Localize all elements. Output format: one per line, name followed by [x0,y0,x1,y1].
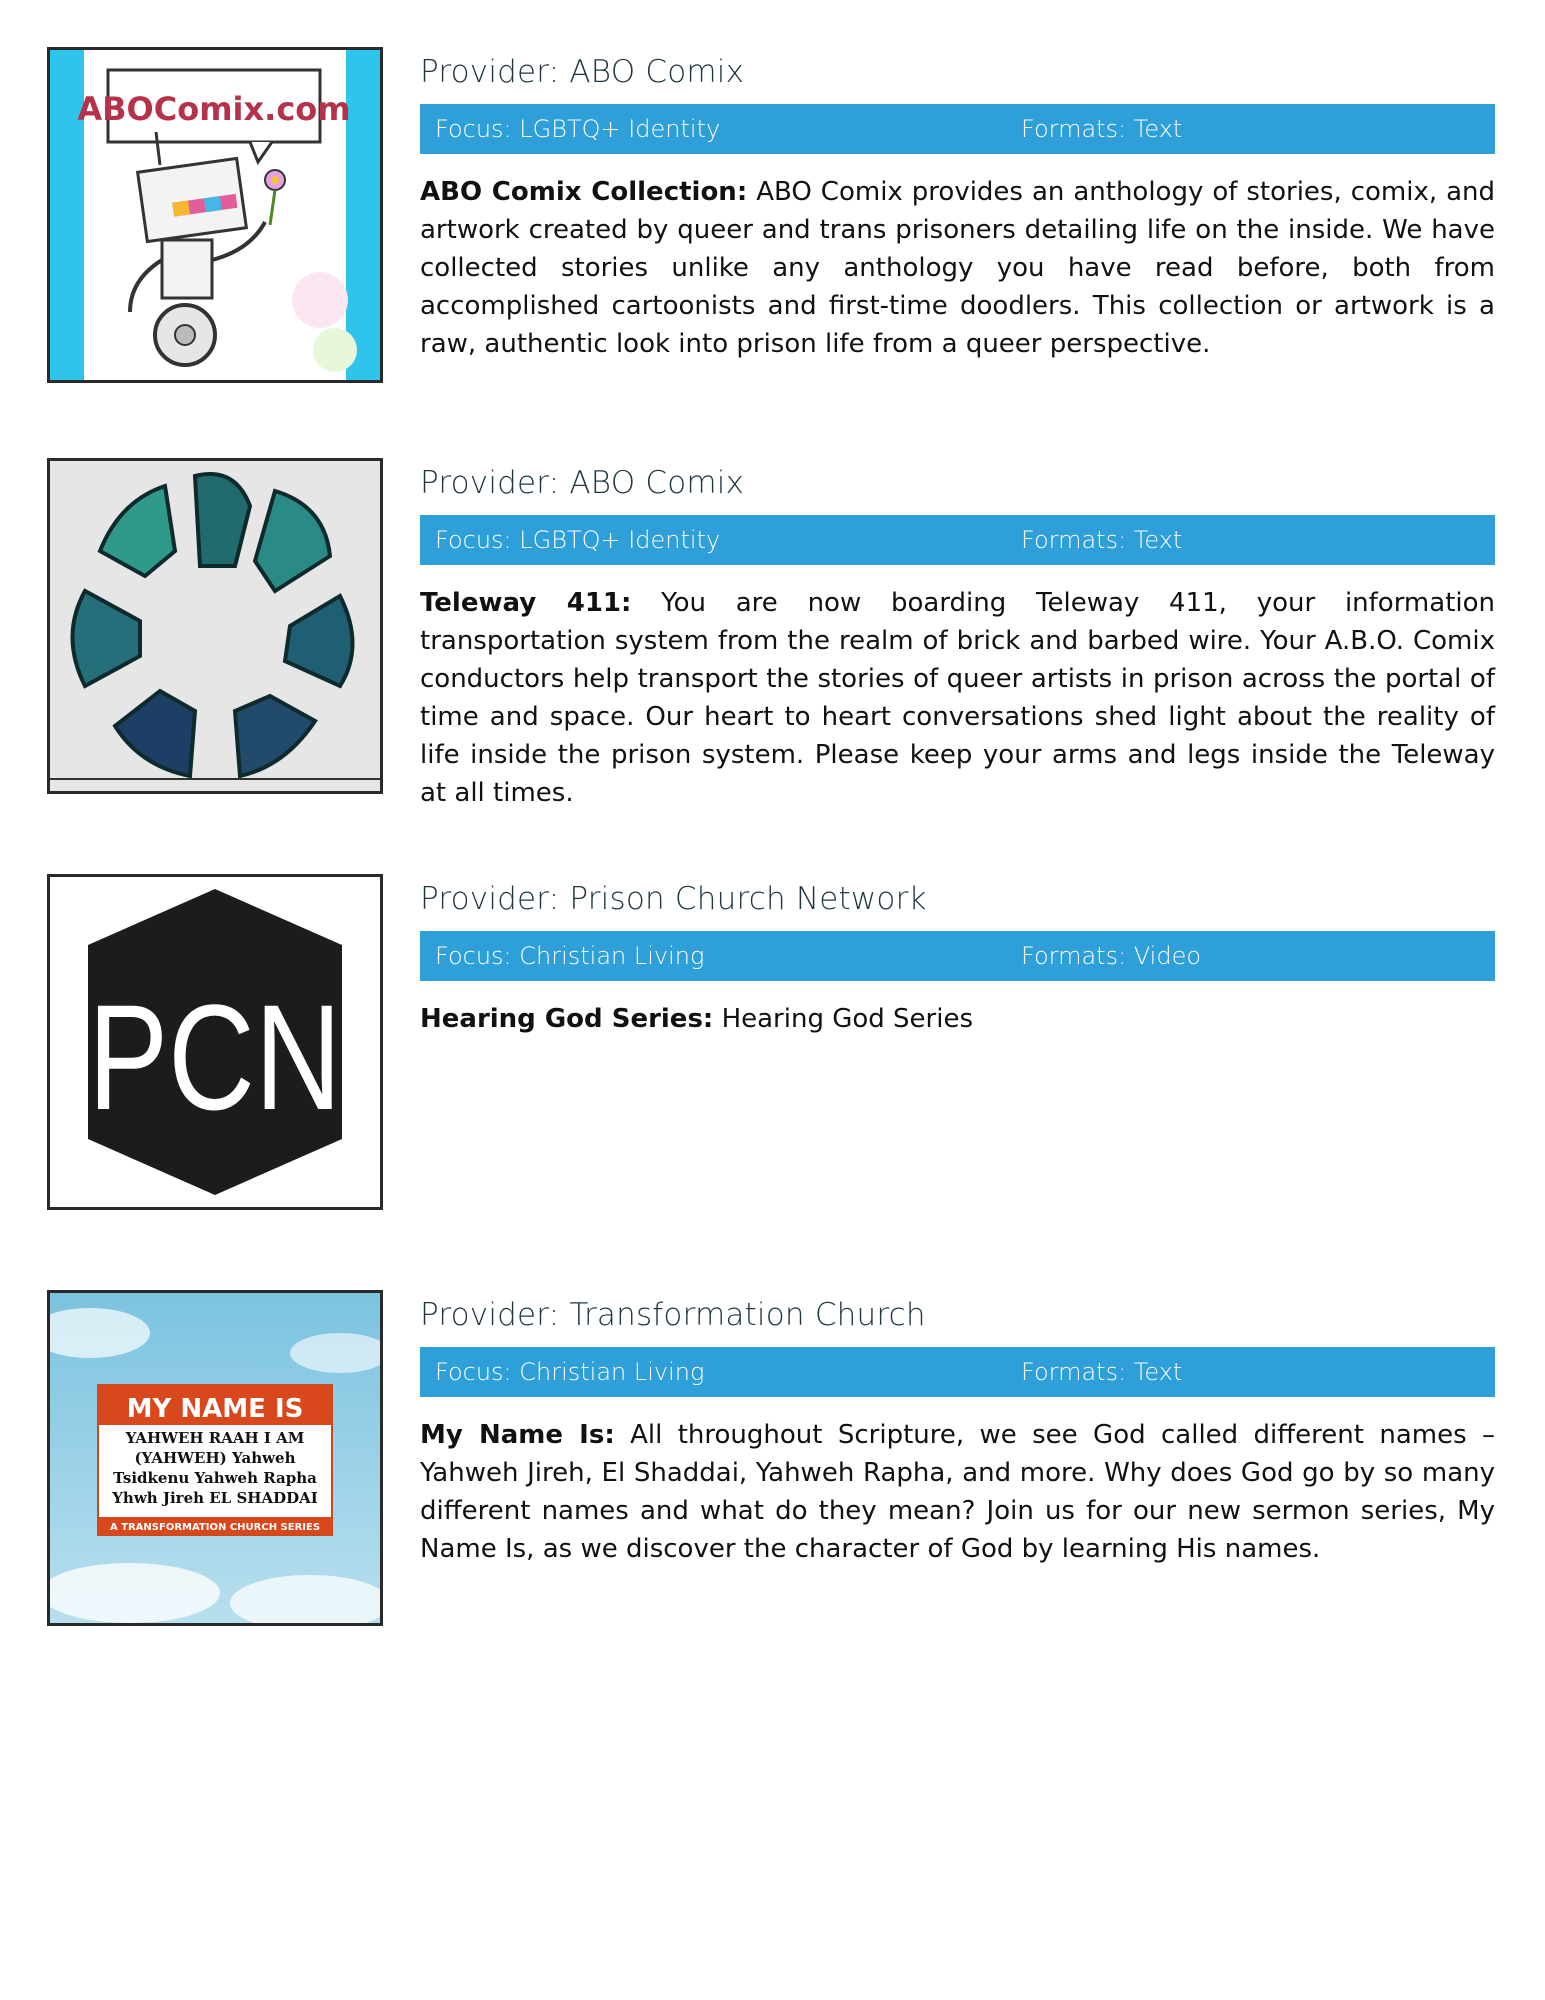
focus-label: Focus: Christian Living [435,942,705,970]
teleway-logo-text: Teleway 411 [211,751,219,752]
provider-name: Provider: Prison Church Network [420,881,927,917]
entry-description-text: Hearing God Series [721,1004,973,1034]
name-tag-names: YAHWEH RAAH I AM (YAHWEH) Yahweh Tsidkenu Yahweh Rapha Yhwh Jireh EL SHADDAI [112,1429,318,1507]
pcn-logo-text: PCN [88,973,342,1142]
entry-title[interactable]: My Name Is: [420,1420,615,1450]
meta-bar [420,515,1495,565]
entry-title[interactable]: Teleway 411: [420,588,632,618]
focus-label: Focus: LGBTQ+ Identity [435,115,721,143]
meta-bar [420,931,1495,981]
formats-label: Formats: Text [1021,115,1183,143]
teleway-411-logo-image [50,461,380,791]
provider-name: Provider: ABO Comix [420,54,745,90]
entry-content [420,47,1495,363]
teleway-411-thumbnail[interactable] [47,458,383,794]
entry-content [420,874,1495,1038]
formats-label: Formats: Video [1021,942,1202,970]
formats-label: Formats: Text [1021,526,1183,554]
my-name-is-thumbnail[interactable] [47,1290,383,1626]
entry-title[interactable]: ABO Comix Collection: [420,177,748,207]
provider-name: Provider: ABO Comix [420,465,745,501]
entry-description [420,1000,1495,1038]
name-tag-header: MY NAME IS [126,1394,304,1424]
entry-description-text: All throughout Scripture, we see God called different names – Yahweh Jireh, El Shaddai, Yahweh Rapha, and more. Why does God go by so many different names and what do they mean? Join us for our new sermon series, My Name Is, as we discover the character of God by learning His names. [420,1420,1496,1564]
meta-bar [420,104,1495,154]
entry-content [420,458,1495,812]
abo-comix-logo-text: ABOComix.com [77,90,351,128]
entry-description [420,173,1495,363]
entry-description-text: You are now boarding Teleway 411, your information transportation system from the realm of brick and barbed wire. Your A.B.O. Comix conductors help transport the stories of queer artists in prison across the portal of time and space. Our heart to heart conversations shed light about the reality of life inside the prison system. Please keep your arms and legs inside the Teleway at all times. [420,588,1495,808]
entry-description [420,584,1495,812]
provider-name: Provider: Transformation Church [420,1297,926,1333]
pcn-logo-image [50,877,380,1207]
abo-comix-thumbnail[interactable] [47,47,383,383]
abo-comix-robot-image [50,50,380,380]
focus-label: Focus: LGBTQ+ Identity [435,526,721,554]
entry-content [420,1290,1495,1568]
entry-title[interactable]: Hearing God Series: [420,1004,714,1034]
entry-description-text: ABO Comix provides an anthology of stories, comix, and artwork created by queer and trans prisoners detailing life on the inside. We have collected stories unlike any anthology you have read before, both from accomplished cartoonists and first-time doodlers. This collection or artwork is a raw, authentic look into prison life from a queer perspective. [420,177,1495,359]
name-tag-footer: A TRANSFORMATION CHURCH SERIES [109,1522,321,1533]
formats-label: Formats: Text [1021,1358,1183,1386]
focus-label: Focus: Christian Living [435,1358,705,1386]
pcn-thumbnail[interactable] [47,874,383,1210]
meta-bar [420,1347,1495,1397]
entry-description [420,1416,1495,1568]
my-name-is-image [50,1293,380,1623]
